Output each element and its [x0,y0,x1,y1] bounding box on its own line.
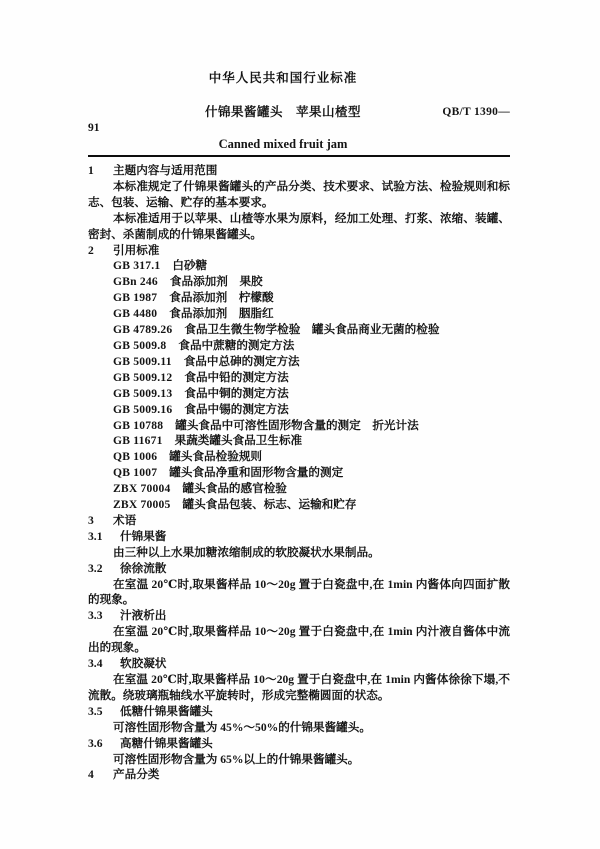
term-3-5-title: 低糖什锦果酱罐头 [120,704,213,718]
reference-title: 罐头食品检验规则 [169,450,263,464]
document-content [88,70,510,783]
issuing-authority-line: 中华人民共和国行业标准 [208,71,358,85]
reference-id: GB 4789.26 [113,323,173,337]
term-3-3-heading [88,608,510,624]
section-2-title: 引用标准 [113,243,160,257]
reference-item [88,354,510,370]
section-4-number: 4 [88,768,94,782]
reference-title: 食品添加剂 胭脂红 [169,307,274,321]
reference-item [88,386,510,402]
term-3-6-number: 3.6 [88,736,103,750]
term-3-6-title: 高糖什锦果酱罐头 [120,736,213,750]
reference-id: GB 5009.12 [113,370,173,384]
reference-id: GB 5009.13 [113,386,173,400]
term-3-1-title: 什锦果酱 [120,529,167,543]
term-3-5-number: 3.5 [88,704,103,718]
section-1-title: 主题内容与适用范围 [113,164,218,177]
reference-id: GBn 246 [113,275,158,289]
reference-title: 罐头食品包装、标志、运输和贮存 [182,498,357,512]
reference-title: 食品卫生微生物学检验 罐头食品商业无菌的检验 [184,323,440,337]
reference-item [88,322,510,338]
reference-id: GB 5009.11 [113,354,172,368]
term-3-4-title: 软胶凝状 [120,657,167,671]
document-title-chinese: 什锦果酱罐头 苹果山楂型 [204,105,361,119]
term-3-3-title: 汁液析出 [120,609,167,623]
document-header [88,70,510,157]
section-3-title: 术语 [113,513,137,527]
reference-id: QB 1007 [113,466,158,480]
reference-item [88,418,510,434]
reference-item [88,274,510,290]
section-1-paragraph-1: 本标准规定了什锦果酱罐头的产品分类、技术要求、试验方法、检验规则和标志、包装、运输、贮存的基本要求。 [88,179,510,209]
reference-item [88,306,510,322]
term-3-4-number: 3.4 [88,657,103,671]
standard-number-year-wrap: 91 [88,122,100,134]
reference-item [88,481,510,497]
reference-title: 罐头食品的感官检验 [182,482,287,496]
reference-title: 罐头食品中可溶性固形物含量的测定 折光计法 [175,418,419,432]
reference-id: GB 11671 [113,434,163,448]
reference-item [88,465,510,481]
section-1-paragraph-2: 本标准适用于以苹果、山楂等水果为原料，经加工处理、打浆、浓缩、装罐、密封、杀菌制成的什锦果酱罐头。 [88,211,510,241]
reference-item [88,402,510,418]
header-divider-rule [88,155,510,157]
term-3-2-number: 3.2 [88,561,103,575]
reference-item [88,449,510,465]
reference-id: GB 10788 [113,418,164,432]
reference-id: QB 1006 [113,450,158,464]
reference-item [88,370,510,386]
reference-id: GB 4480 [113,307,158,321]
term-3-1-number: 3.1 [88,529,103,543]
section-1-number: 1 [88,164,94,177]
reference-id: ZBX 70004 [113,482,171,496]
reference-title: 果蔬类罐头食品卫生标准 [174,434,303,448]
reference-title: 食品中总砷的测定方法 [183,354,300,368]
term-3-6-heading [88,736,510,752]
term-3-2-title: 徐徐流散 [120,561,167,575]
section-2-heading [88,243,510,259]
section-3-number: 3 [88,513,94,527]
reference-title: 食品中铜的测定方法 [184,386,289,400]
term-3-1-heading [88,529,510,545]
reference-title: 罐头食品净重和固形物含量的测定 [169,466,344,480]
term-3-6-definition: 可溶性固形物含量为 65%以上的什锦果酱罐头。 [113,752,360,766]
reference-item [88,338,510,354]
reference-id: ZBX 70005 [113,498,171,512]
section-3-heading [88,513,510,529]
reference-id: GB 317.1 [113,259,161,273]
term-3-3-number: 3.3 [88,609,103,623]
reference-title: 食品中锡的测定方法 [184,402,289,416]
term-3-4-definition: 在室温 20℃时,取果酱样品 10～20g 置于白瓷盘中,在 1min 内酱体徐徐下塌,不流散。绕玻璃瓶轴线水平旋转时，形成完整椭圆面的状态。 [88,673,510,702]
reference-title: 食品中铅的测定方法 [184,370,289,384]
term-3-5-heading [88,704,510,720]
document-body [88,163,510,783]
section-2-number: 2 [88,243,94,257]
term-3-3-definition: 在室温 20℃时,取果酱样品 10～20g 置于白瓷盘中,在 1min 内汁液自酱体中流出的现象。 [88,625,510,655]
document-title-english: Canned mixed fruit jam [218,137,348,151]
reference-id: GB 5009.8 [113,338,167,352]
section-4-heading [88,767,510,783]
reference-item [88,497,510,513]
term-3-4-heading [88,656,510,672]
reference-id: GB 5009.16 [113,402,173,416]
term-3-2-heading [88,561,510,577]
reference-title: 食品添加剂 果胶 [169,275,263,289]
standard-number: QB/T 1390— [442,106,510,118]
title-row [88,104,510,120]
reference-item [88,258,510,274]
section-4-title: 产品分类 [113,768,160,782]
section-1-heading [88,163,510,179]
reference-title: 食品中蔗糖的测定方法 [178,338,295,352]
reference-item [88,290,510,306]
reference-title: 白砂糖 [172,259,208,273]
reference-title: 食品添加剂 柠檬酸 [169,291,274,305]
term-3-1-definition: 由三种以上水果加糖浓缩制成的软胶凝状水果制品。 [113,545,380,559]
term-3-2-definition: 在室温 20℃时,取果酱样品 10～20g 置于白瓷盘中,在 1min 内酱体向四面扩散的现象。 [88,577,510,607]
reference-item [88,433,510,449]
term-3-5-definition: 可溶性固形物含量为 45%～50%的什锦果酱罐头。 [113,720,371,734]
reference-id: GB 1987 [113,291,158,305]
